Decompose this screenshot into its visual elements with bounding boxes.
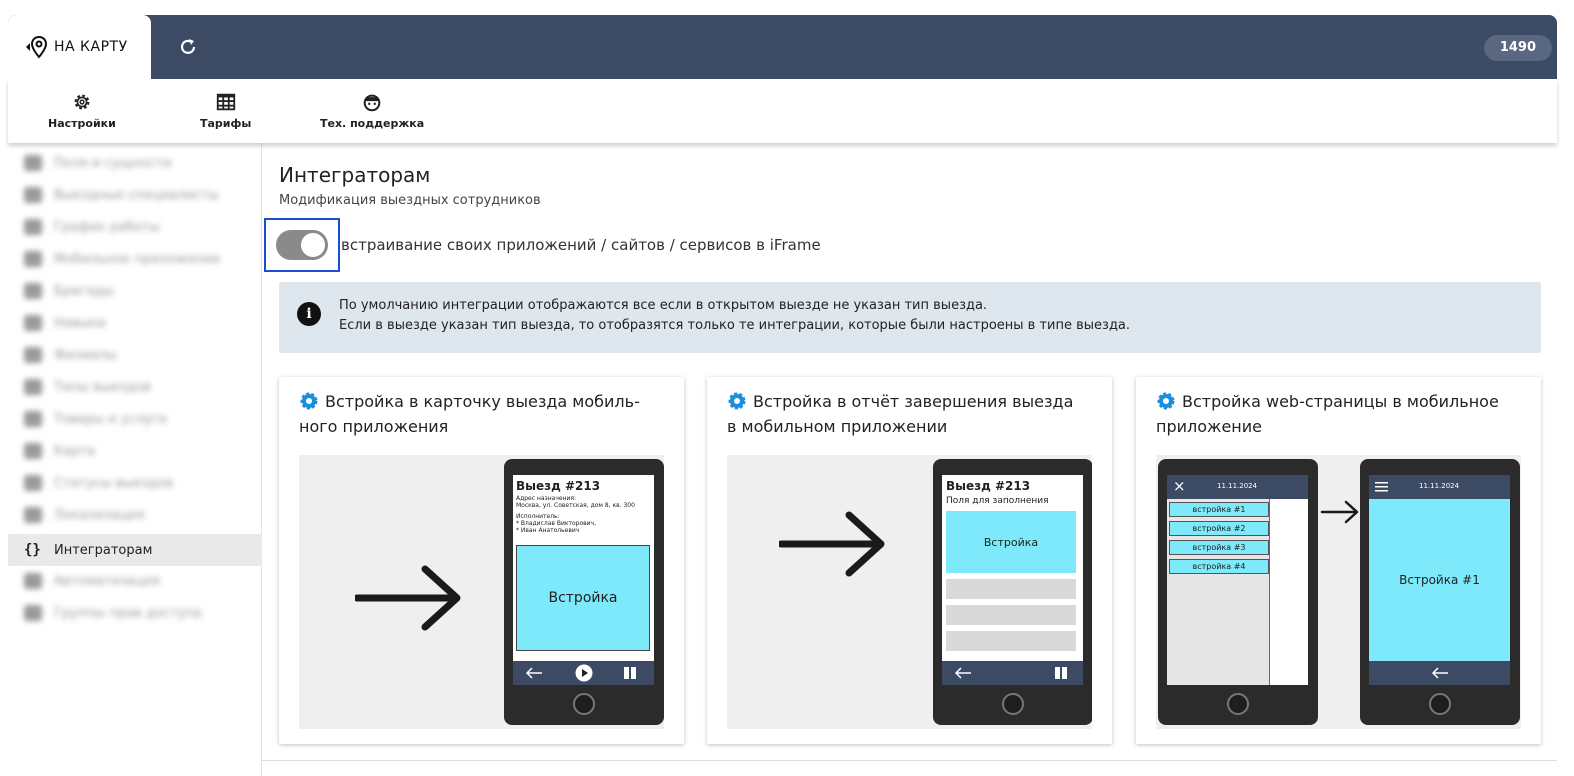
sidebar-item-label: Группы прав доступа xyxy=(54,605,202,621)
sidebar-item-label: Бригады xyxy=(54,283,114,299)
embed-block: Встройка xyxy=(516,545,650,651)
toggle-label: встраивание своих приложений / сайтов / сервисов в iFrame xyxy=(341,236,821,254)
menu-settings[interactable] xyxy=(48,91,116,130)
code-braces-icon: {} xyxy=(24,542,41,558)
iframe-toggle[interactable] xyxy=(276,230,328,260)
back-arrow-icon xyxy=(954,667,972,679)
sidebar-item-specialists[interactable] xyxy=(8,179,262,211)
phone-mockup-menu xyxy=(1158,459,1318,725)
sidebar-item-skills[interactable] xyxy=(8,307,262,339)
exec-label: Исполнитель: xyxy=(516,513,560,520)
arrow-right-icon xyxy=(1320,499,1360,525)
table-icon xyxy=(215,91,237,113)
map-pin-icon xyxy=(24,35,50,59)
sidebar-item-label: Товары и услуги xyxy=(54,411,167,427)
support-icon xyxy=(361,91,383,113)
exec-2: * Иван Анатольевич xyxy=(516,527,580,534)
drawer-item: встройка #4 xyxy=(1169,559,1269,574)
field-placeholder xyxy=(946,605,1076,625)
info-text-line2: Если в выезде указан тип выезда, то отобразятся только те интеграции, которые были настроены в типе выезда. xyxy=(339,318,1131,333)
phone-mockup xyxy=(504,459,664,725)
top-bar xyxy=(8,15,1557,79)
sidebar xyxy=(8,143,262,776)
home-button xyxy=(1227,693,1249,715)
drawer-menu xyxy=(1167,499,1270,685)
calendar-icon xyxy=(24,219,42,235)
phone-screen xyxy=(1167,475,1308,685)
building-icon xyxy=(24,347,42,363)
sidebar-item-brigades[interactable] xyxy=(8,275,262,307)
toggle-knob xyxy=(301,233,325,257)
phone-mockup-embed xyxy=(1360,459,1520,725)
drawer-item: встройка #1 xyxy=(1169,502,1269,517)
gear-icon xyxy=(299,391,319,411)
arrow-right-icon xyxy=(355,565,465,631)
illustration xyxy=(727,455,1092,729)
truck-icon xyxy=(24,283,42,299)
exec-1: * Владислав Викторович, xyxy=(516,520,597,527)
phone-navbar xyxy=(513,661,654,685)
embed-block: Встройка #1 xyxy=(1369,499,1510,661)
group-icon xyxy=(24,605,42,621)
balance-badge[interactable]: 1490 xyxy=(1484,35,1552,61)
sidebar-item-fields[interactable] xyxy=(8,147,262,179)
info-text-line1: По умолчанию интеграции отображаются все если в открытом выезде не указан тип выезда. xyxy=(339,298,988,313)
addr-label: Адрес назначения: xyxy=(516,495,577,502)
back-arrow-icon xyxy=(525,667,543,679)
gear-icon xyxy=(727,391,747,411)
menu-support-label: Тех. поддержка xyxy=(320,117,425,130)
card-embed-visit-card[interactable] xyxy=(279,377,684,744)
types-icon xyxy=(24,379,42,395)
sidebar-item-statuses[interactable] xyxy=(8,467,262,499)
card-title-line2: приложение xyxy=(1156,417,1262,436)
phone-mockup xyxy=(933,459,1092,725)
info-banner xyxy=(279,282,1541,353)
sidebar-item-label: Локализация xyxy=(54,507,145,523)
gear-icon xyxy=(71,91,93,113)
person-icon xyxy=(24,187,42,203)
sidebar-item-automation[interactable] xyxy=(8,565,262,597)
pause-icon xyxy=(623,667,637,679)
phone-header xyxy=(1167,475,1308,499)
sidebar-item-label: Навыки xyxy=(54,315,106,331)
phone-header xyxy=(1369,475,1510,499)
status-icon xyxy=(24,475,42,491)
document-icon xyxy=(24,573,42,589)
sidebar-item-label: Статусы выездов xyxy=(54,475,173,491)
fields-label: Поля для заполнения xyxy=(946,496,1049,506)
illustration xyxy=(1156,455,1521,729)
page-subtitle: Модификация выездных сотрудников xyxy=(279,193,541,208)
field-placeholder xyxy=(946,631,1076,651)
menu-settings-label: Настройки xyxy=(48,117,116,130)
sidebar-item-label: Выездные специалисты xyxy=(54,187,219,203)
hamburger-icon xyxy=(1375,481,1389,493)
sidebar-item-branches[interactable] xyxy=(8,339,262,371)
home-button xyxy=(1429,693,1451,715)
app-window xyxy=(8,15,1557,776)
sidebar-item-label: Автоматизация xyxy=(54,573,160,589)
card-title xyxy=(1156,389,1526,439)
addr-value: Москва, ул. Советская, дом 8, кв. 300 xyxy=(516,502,635,509)
logo[interactable] xyxy=(8,15,151,79)
phone-title: Выезд #213 xyxy=(946,479,1031,493)
sidebar-item-schedule[interactable] xyxy=(8,211,262,243)
sidebar-item-access-groups[interactable] xyxy=(8,597,262,629)
drawer-item: встройка #3 xyxy=(1169,540,1269,555)
toggle-focus-frame xyxy=(264,218,340,272)
phone-date: 11.11.2024 xyxy=(1217,482,1258,490)
phone-title: Выезд #213 xyxy=(516,479,601,493)
card-title-line1: Встройка в карточку выезда мобиль- xyxy=(325,392,640,411)
refresh-icon[interactable] xyxy=(178,37,198,57)
pause-icon xyxy=(1054,667,1068,679)
menu-support[interactable] xyxy=(320,91,424,130)
sidebar-item-integrators[interactable] xyxy=(8,534,262,566)
menu-tariffs-label: Тарифы xyxy=(200,117,252,130)
sidebar-item-label: Типы выездов xyxy=(54,379,151,395)
card-embed-completion-report[interactable] xyxy=(707,377,1112,744)
info-icon: i xyxy=(297,302,321,326)
star-icon xyxy=(24,315,42,331)
illustration xyxy=(299,455,664,729)
sidebar-item-mobile-app[interactable] xyxy=(8,243,262,275)
card-title xyxy=(727,389,1097,439)
page-title: Интеграторам xyxy=(279,163,431,187)
translate-icon xyxy=(24,507,42,523)
phone-navbar xyxy=(1369,661,1510,685)
card-title-line2: ного приложения xyxy=(299,417,449,436)
phone-screen xyxy=(942,475,1083,685)
card-title xyxy=(299,389,669,439)
card-embed-web-page[interactable] xyxy=(1136,377,1541,744)
phone-screen xyxy=(513,475,654,685)
home-button xyxy=(1002,693,1024,715)
sidebar-item-label: Поля и сущности xyxy=(54,155,172,171)
play-icon xyxy=(575,664,593,682)
phone-screen xyxy=(1369,475,1510,685)
embed-block: Встройка xyxy=(946,511,1076,573)
gear-icon xyxy=(1156,391,1176,411)
sidebar-item-map[interactable] xyxy=(8,435,262,467)
map-icon xyxy=(24,443,42,459)
menu-tariffs[interactable] xyxy=(200,91,251,130)
sidebar-item-visit-types[interactable] xyxy=(8,371,262,403)
card-title-line2: в мобильном приложении xyxy=(727,417,948,436)
card-title-line1: Встройка web-страницы в мобильное xyxy=(1182,392,1499,411)
box-icon xyxy=(24,411,42,427)
sidebar-item-label: Карта xyxy=(54,443,95,459)
phone-navbar xyxy=(942,661,1083,685)
arrow-right-icon xyxy=(779,511,889,577)
sidebar-item-label: Филиалы xyxy=(54,347,117,363)
drawer-item: встройка #2 xyxy=(1169,521,1269,536)
sidebar-item-localization[interactable] xyxy=(8,499,262,531)
field-placeholder xyxy=(946,579,1076,599)
card-title-line1: Встройка в отчёт завершения выезда xyxy=(753,392,1074,411)
sidebar-item-goods[interactable] xyxy=(8,403,262,435)
sidebar-item-label: Мобильное приложение xyxy=(54,251,221,267)
menu-bar xyxy=(8,79,1557,143)
back-arrow-icon xyxy=(1431,667,1449,679)
fields-icon xyxy=(24,155,42,171)
close-icon: × xyxy=(1173,477,1186,495)
home-button xyxy=(573,693,595,715)
sidebar-item-label: График работы xyxy=(54,219,160,235)
phone-icon xyxy=(24,251,42,267)
bottom-divider xyxy=(262,760,1557,761)
logo-text: НА КАРТУ xyxy=(54,39,128,55)
phone-date: 11.11.2024 xyxy=(1419,482,1460,490)
sidebar-item-label: Интеграторам xyxy=(54,542,153,558)
